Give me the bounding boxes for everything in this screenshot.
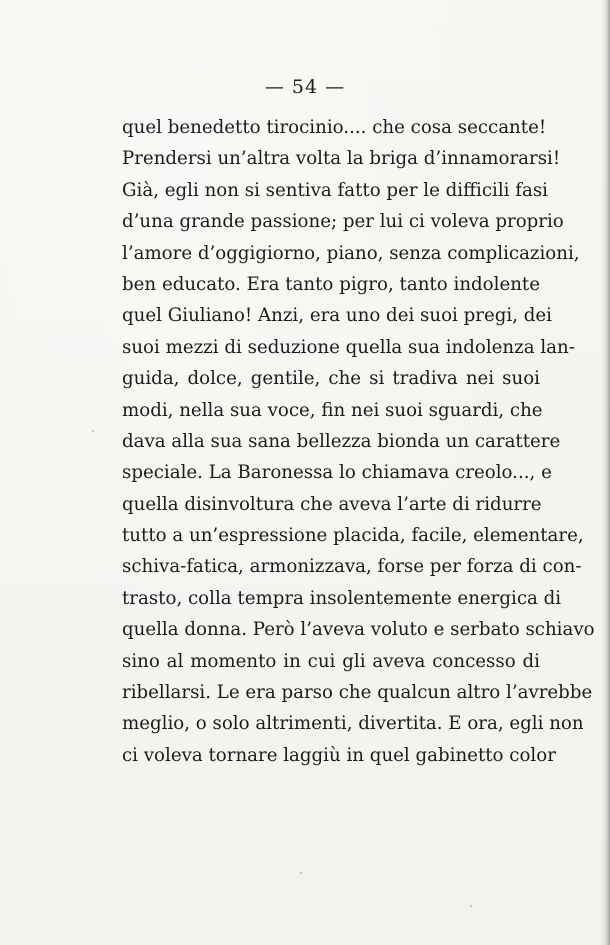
text-line: schiva-fatica, armonizzava, forse per forza di con- [122, 556, 582, 578]
text-line: ben educato. Era tanto pigro, tanto indolente [122, 273, 540, 295]
text-line: quella donna. Però l’aveva voluto e serbato schiavo [122, 619, 595, 641]
text-line: sino al momento in cui gli aveva concesso di [122, 650, 540, 672]
text-line: modi, nella sua voce, fin nei suoi sguardi, che [122, 399, 543, 421]
body-text [122, 112, 595, 771]
paper-speck [300, 872, 302, 874]
text-line: trasto, colla tempra insolentemente energica di [122, 587, 562, 609]
page-edge-shadow [600, 0, 610, 945]
text-line: quel benedetto tirocinio.... che cosa seccante! [122, 117, 547, 138]
text-line: d’una grande passione; per lui ci voleva proprio [122, 211, 564, 233]
text-line: meglio, o solo altrimenti, divertita. E ora, egli non [122, 713, 584, 735]
paper-speck [470, 905, 472, 907]
text-line: tutto a un’espressione placida, facile, elementare, [122, 525, 584, 547]
text-line: suoi mezzi di seduzione quella sua indolenza lan- [122, 336, 575, 358]
text-line: ribellarsi. Le era parso che qualcun altro l’avrebbe [122, 682, 593, 704]
text-line: l’amore d’oggigiorno, piano, senza complicazioni, [122, 242, 580, 264]
text-line: quel Giuliano! Anzi, era uno dei suoi pregi, dei [122, 305, 552, 327]
text-line: dava alla sua sana bellezza bionda un carattere [122, 430, 561, 452]
text-line: guida, dolce, gentile, che si tradiva nei suoi [122, 368, 540, 390]
text-line: Già, egli non si sentiva fatto per le difficili fasi [122, 179, 549, 201]
text-line: speciale. La Baronessa lo chiamava creolo..., e [122, 462, 552, 484]
text-line: Prendersi un’altra volta la briga d’innamorarsi! [122, 148, 561, 170]
text-line: quella disinvoltura che aveva l’arte di ridurre [122, 493, 542, 515]
paper-speck [92, 430, 94, 432]
text-line: ci voleva tornare laggiù in quel gabinetto color [122, 744, 556, 766]
page-number: — 54 — [264, 76, 346, 98]
